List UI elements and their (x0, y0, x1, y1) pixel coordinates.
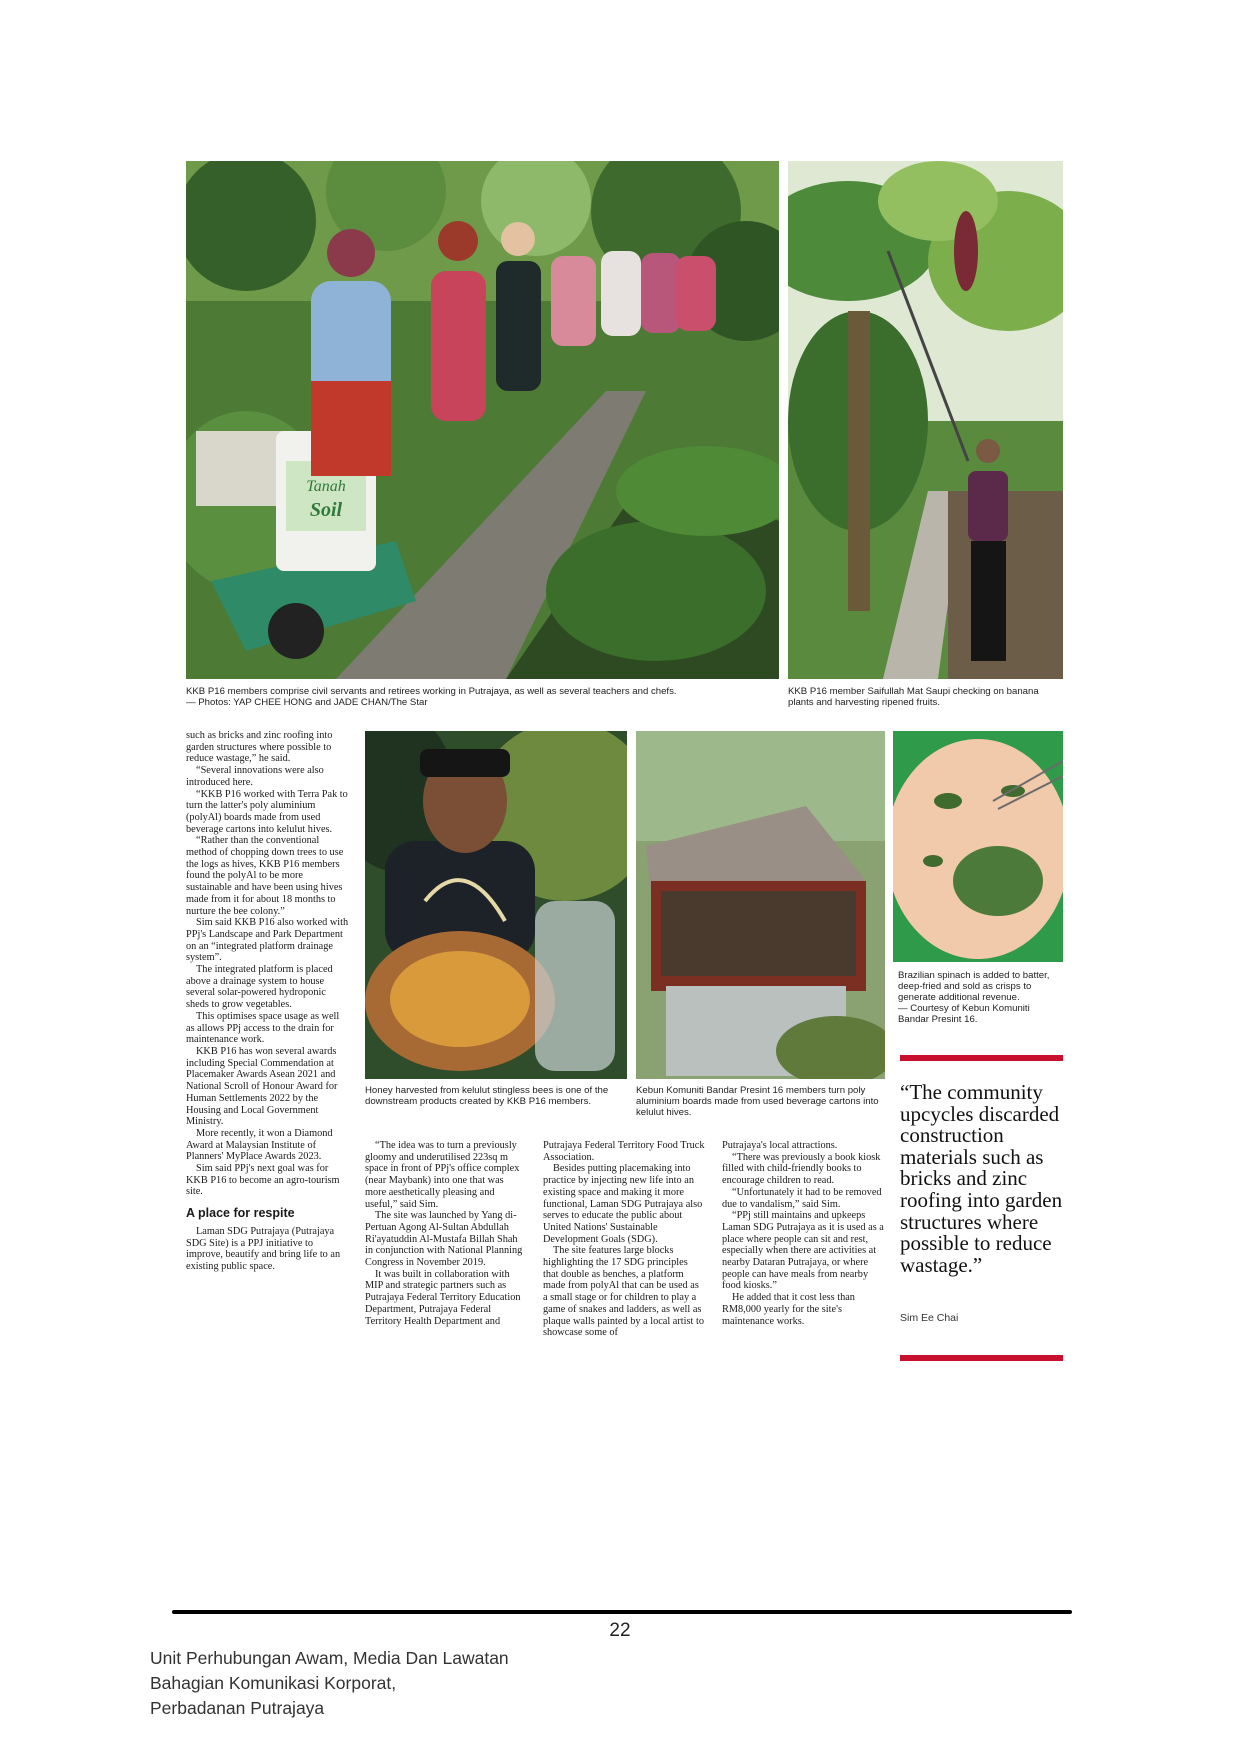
paragraph: The site features large blocks highlighting the 17 SDG principles that double as benches, a platform made from polyAl that can be used as a small stage or for children to play a game of snakes and ladders, as well as plaque walls painted by a local artist to showcase some of (543, 1245, 704, 1339)
section-subheading: A place for respite (186, 1206, 295, 1221)
photo-banana-harvest (788, 161, 1063, 679)
paragraph: Laman SDG Putrajaya (Putrajaya SDG Site) is a PPJ initiative to improve, beautify and bring life to an existing public space. (186, 1225, 341, 1272)
photo-3-caption: Honey harvested from kelulut stingless bees is one of the downstream products created by KKB P16 members. (365, 1085, 609, 1107)
paragraph: “Rather than the conventional method of chopping down trees to use the logs as hives, KKB P16 members found the polyAl to be more sustainable and have been using hives made from it for about 18 months to nurture the bee colony.” (186, 835, 344, 917)
paragraph: such as bricks and zinc roofing into garden structures where possible to reduce wastage,” he said. (186, 730, 333, 765)
paragraph: “Several innovations were also introduced here. (186, 765, 324, 788)
photo-polyal-hive (636, 731, 885, 1079)
footer-divider (172, 1610, 1072, 1614)
photo-5-caption (898, 970, 1058, 1025)
photo-2-caption: KKB P16 member Saifullah Mat Saupi checking on banana plants and harvesting ripened fruits. (788, 686, 1039, 708)
paragraph: The site was launched by Yang di-Pertuan Agong Al-Sultan Abdullah Ri'ayatuddin Al-Mustafa Billah Shah in conjunction with National Planning Congress in November 2019. (365, 1210, 523, 1269)
paragraph: Putrajaya Federal Territory Food Truck Association. (543, 1140, 705, 1163)
pullquote-bottom-rule (900, 1355, 1063, 1361)
photo-4-caption: Kebun Komuniti Bandar Presint 16 members turn poly aluminium boards made from used beverage cartons into kelulut hives. (636, 1085, 879, 1118)
photo-spinach-batter (893, 731, 1063, 962)
paragraph: It was built in collaboration with MIP and strategic partners such as Putrajaya Federal Territory Education Department, Putrajaya Federal Territory Health Department and (365, 1268, 521, 1327)
photo-community-garden-members (186, 161, 779, 679)
paragraph: Sim said KKB P16 also worked with PPj's Landscape and Park Department on an “integrated platform drainage system”. (186, 917, 349, 964)
footer-org-line: Perbadanan Putrajaya (150, 1698, 325, 1718)
paragraph: Sim said PPj's next goal was for KKB P16 to become an agro-tourism site. (186, 1163, 340, 1198)
sack-label-bottom: Soil (309, 499, 343, 521)
paragraph: “KKB P16 worked with Terra Pak to turn the latter's poly aluminium (polyAl) boards made from used beverage cartons into kelulut hives. (186, 788, 348, 835)
paragraph: “Unfortunately it had to be removed due to vandalism,” said Sim. (722, 1186, 882, 1210)
pullquote-text: “The community upcycles discarded construction materials such as bricks and zinc roofing into garden structures where possible to reduce wastage.” (900, 1080, 1063, 1277)
article-column-3 (543, 1140, 705, 1339)
footer-org-line: Unit Perhubungan Awam, Media Dan Lawatan (150, 1648, 509, 1668)
pullquote-top-rule (900, 1055, 1063, 1061)
photo-1-caption (186, 686, 786, 708)
article-column-4 (722, 1140, 885, 1327)
paragraph: “The idea was to turn a previously gloomy and underutilised 223sq m space in front of PPj's office complex (near Maybank) into one that was more aesthetically pleasing and useful,” said Sim. (365, 1140, 520, 1210)
paragraph: This optimises space usage as well as allows PPj access to the drain for maintenance work. (186, 1010, 340, 1046)
photo-1-caption-text: KKB P16 members comprise civil servants and retirees working in Putrajaya, as well as several teachers and chefs. (186, 686, 677, 697)
photo-5-credit: — Courtesy of Kebun Komuniti Bandar Presint 16. (898, 1003, 1030, 1025)
paragraph: Besides putting placemaking into practice by injecting new life into an existing space and making it more functional, Laman SDG Putrajaya also serves to educate the public about United Nations' Sustainable Development Goals (SDG). (543, 1163, 703, 1245)
footer-org-line: Bahagian Komunikasi Korporat, (150, 1673, 397, 1693)
photo-honey-harvest (365, 731, 627, 1079)
paragraph: The integrated platform is placed above a drainage system to house several solar-powered hydroponic sheds to grow vegetables. (186, 964, 333, 1011)
photo-1-credit: — Photos: YAP CHEE HONG and JADE CHAN/The Star (186, 697, 428, 708)
paragraph: “There was previously a book kiosk filled with child-friendly books to encourage children to read. (722, 1151, 881, 1187)
page-number: 22 (609, 1620, 631, 1641)
footer-organisation (150, 1646, 509, 1721)
paragraph: He added that it cost less than RM8,000 yearly for the site's maintenance works. (722, 1292, 855, 1327)
article-column-1 (186, 730, 350, 1273)
paragraph: More recently, it won a Diamond Award at Malaysian Institute of Planners' MyPlace Awards 2023. (186, 1127, 333, 1163)
pullquote-attribution: Sim Ee Chai (900, 1312, 959, 1324)
article-column-2 (365, 1140, 525, 1327)
paragraph: “PPj still maintains and upkeeps Laman SDG Putrajaya as it is used as a place where people can sit and rest, especially when there are activities at nearby Dataran Putrajaya, or where people can have meals from nearby food kiosks.” (722, 1210, 884, 1292)
paragraph: KKB P16 has won several awards including Special Commendation at Placemaker Awards Asean 2021 and National Scroll of Honour Award for Human Settlements 2022 by the Housing and Local Government Ministry. (186, 1045, 338, 1128)
paragraph: Putrajaya's local attractions. (722, 1140, 838, 1151)
photo-5-caption-text: Brazilian spinach is added to batter, deep-fried and sold as crisps to generate additional revenue. (898, 970, 1050, 1003)
sack-label-top: Tanah (306, 478, 346, 495)
